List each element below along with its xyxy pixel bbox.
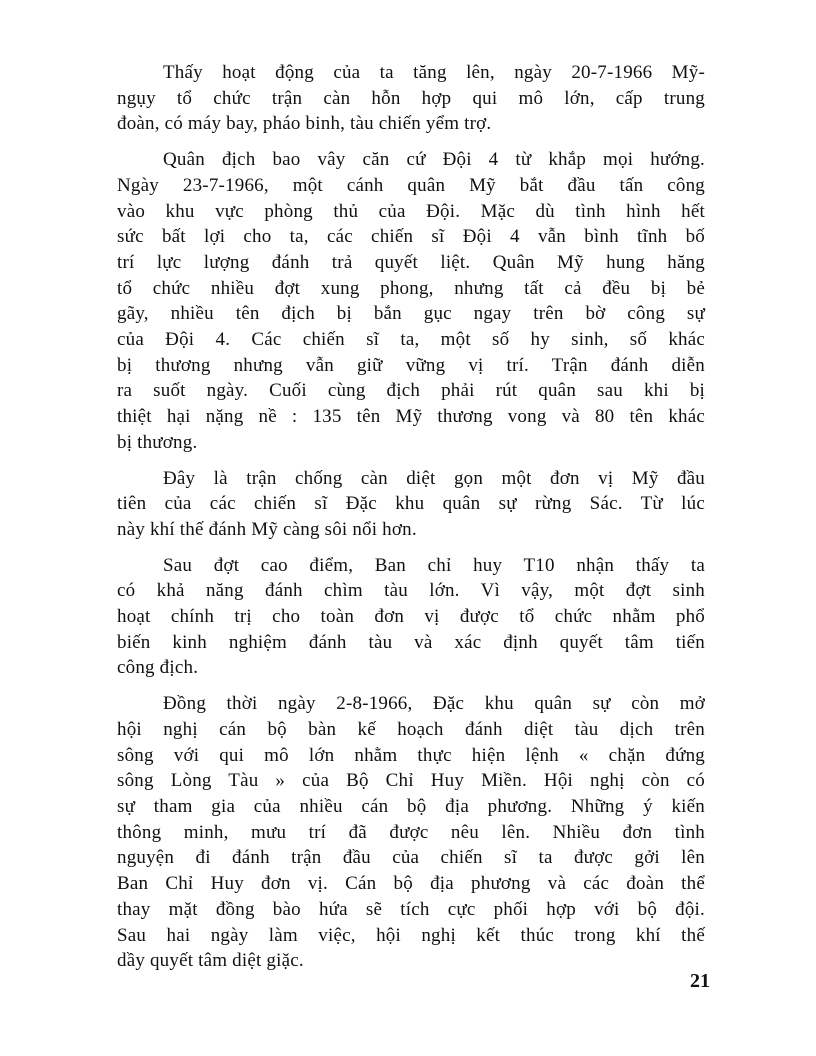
- page-number: 21: [690, 970, 710, 992]
- text-line: vào khu vực phòng thủ của Đội. Mặc dù tình hình hết: [117, 200, 705, 222]
- paragraph-4: [117, 553, 705, 682]
- text-line: gãy, nhiều tên địch bị bắn gục ngay trên bờ công sự: [117, 303, 705, 325]
- text-line: bị thương nhưng vẫn giữ vững vị trí. Trận đánh diễn: [117, 354, 705, 376]
- text-line: của Đội 4. Các chiến sĩ ta, một số hy sinh, số khác: [117, 329, 705, 351]
- text-line: công địch.: [117, 657, 199, 679]
- text-line: thiệt hại nặng nề : 135 tên Mỹ thương vong và 80 tên khác: [117, 406, 705, 428]
- text-line: đoàn, có máy bay, pháo binh, tàu chiến yểm trợ.: [117, 113, 492, 135]
- text-line: hoạt chính trị cho toàn đơn vị được tổ chức nhằm phổ: [117, 606, 705, 628]
- text-line: dầy quyết tâm diệt giặc.: [117, 950, 304, 972]
- text-line: Thấy hoạt động của ta tăng lên, ngày 20-7-1966 Mỹ-: [163, 62, 705, 83]
- text-line: ngụy tổ chức trận càn hỗn hợp qui mô lớn, cấp trung: [117, 87, 705, 109]
- text-line: trí lực lượng đánh trả quyết liệt. Quân Mỹ hung hăng: [117, 251, 705, 273]
- paragraph-5: [117, 691, 705, 974]
- text-line: Đồng thời ngày 2-8-1966, Đặc khu quân sự còn mở: [163, 693, 705, 715]
- text-line: thông minh, mưu trí đã được nêu lên. Nhiều đơn tình: [117, 821, 705, 843]
- text-line: bị thương.: [117, 431, 198, 453]
- text-line: Quân địch bao vây căn cứ Đội 4 từ khắp mọi hướng.: [163, 149, 705, 171]
- text-line: biến kinh nghiệm đánh tàu và xác định quyết tâm tiến: [117, 631, 705, 653]
- text-line: sự tham gia của nhiều cán bộ địa phương. Những ý kiến: [117, 795, 705, 817]
- text-line: Ban Chỉ Huy đơn vị. Cán bộ địa phương và các đoàn thể: [117, 873, 705, 895]
- text-line: này khí thế đánh Mỹ càng sôi nổi hơn.: [117, 518, 417, 540]
- text-line: Ngày 23-7-1966, một cánh quân Mỹ bắt đầu tấn công: [117, 174, 705, 196]
- text-line: Đây là trận chống càn diệt gọn một đơn vị Mỹ đầu: [163, 467, 705, 489]
- text-line: thay mặt đồng bào hứa sẽ tích cực phối hợp với bộ đội.: [117, 898, 705, 920]
- paragraph-2: [117, 147, 705, 455]
- paragraph-3: [117, 466, 705, 543]
- text-line: có khả năng đánh chìm tàu lớn. Vì vậy, một đợt sinh: [117, 580, 705, 602]
- text-line: sông Lòng Tàu » của Bộ Chỉ Huy Miền. Hội nghị còn có: [117, 770, 705, 792]
- text-line: hội nghị cán bộ bàn kế hoạch đánh diệt tàu dịch trên: [117, 718, 705, 740]
- text-line: sông với qui mô lớn nhằm thực hiện lệnh « chặn đứng: [117, 744, 705, 766]
- text-line: Sau hai ngày làm việc, hội nghị kết thúc trong khí thế: [117, 924, 705, 946]
- text-line: tiên của các chiến sĩ Đặc khu quân sự rừng Sác. Từ lúc: [117, 493, 705, 515]
- paragraph-1: [117, 60, 705, 137]
- text-line: Sau đợt cao điểm, Ban chỉ huy T10 nhận thấy ta: [163, 554, 705, 576]
- text-line: ra suốt ngày. Cuối cùng địch phải rút quân sau khi bị: [117, 380, 705, 402]
- text-line: nguyện đi đánh trận đầu của chiến sĩ ta được gởi lên: [117, 847, 705, 869]
- text-line: tổ chức nhiều đợt xung phong, nhưng tất cả đều bị bẻ: [117, 277, 705, 299]
- text-line: sức bất lợi cho ta, các chiến sĩ Đội 4 vẫn bình tĩnh bố: [117, 226, 705, 248]
- body-text: [117, 60, 705, 974]
